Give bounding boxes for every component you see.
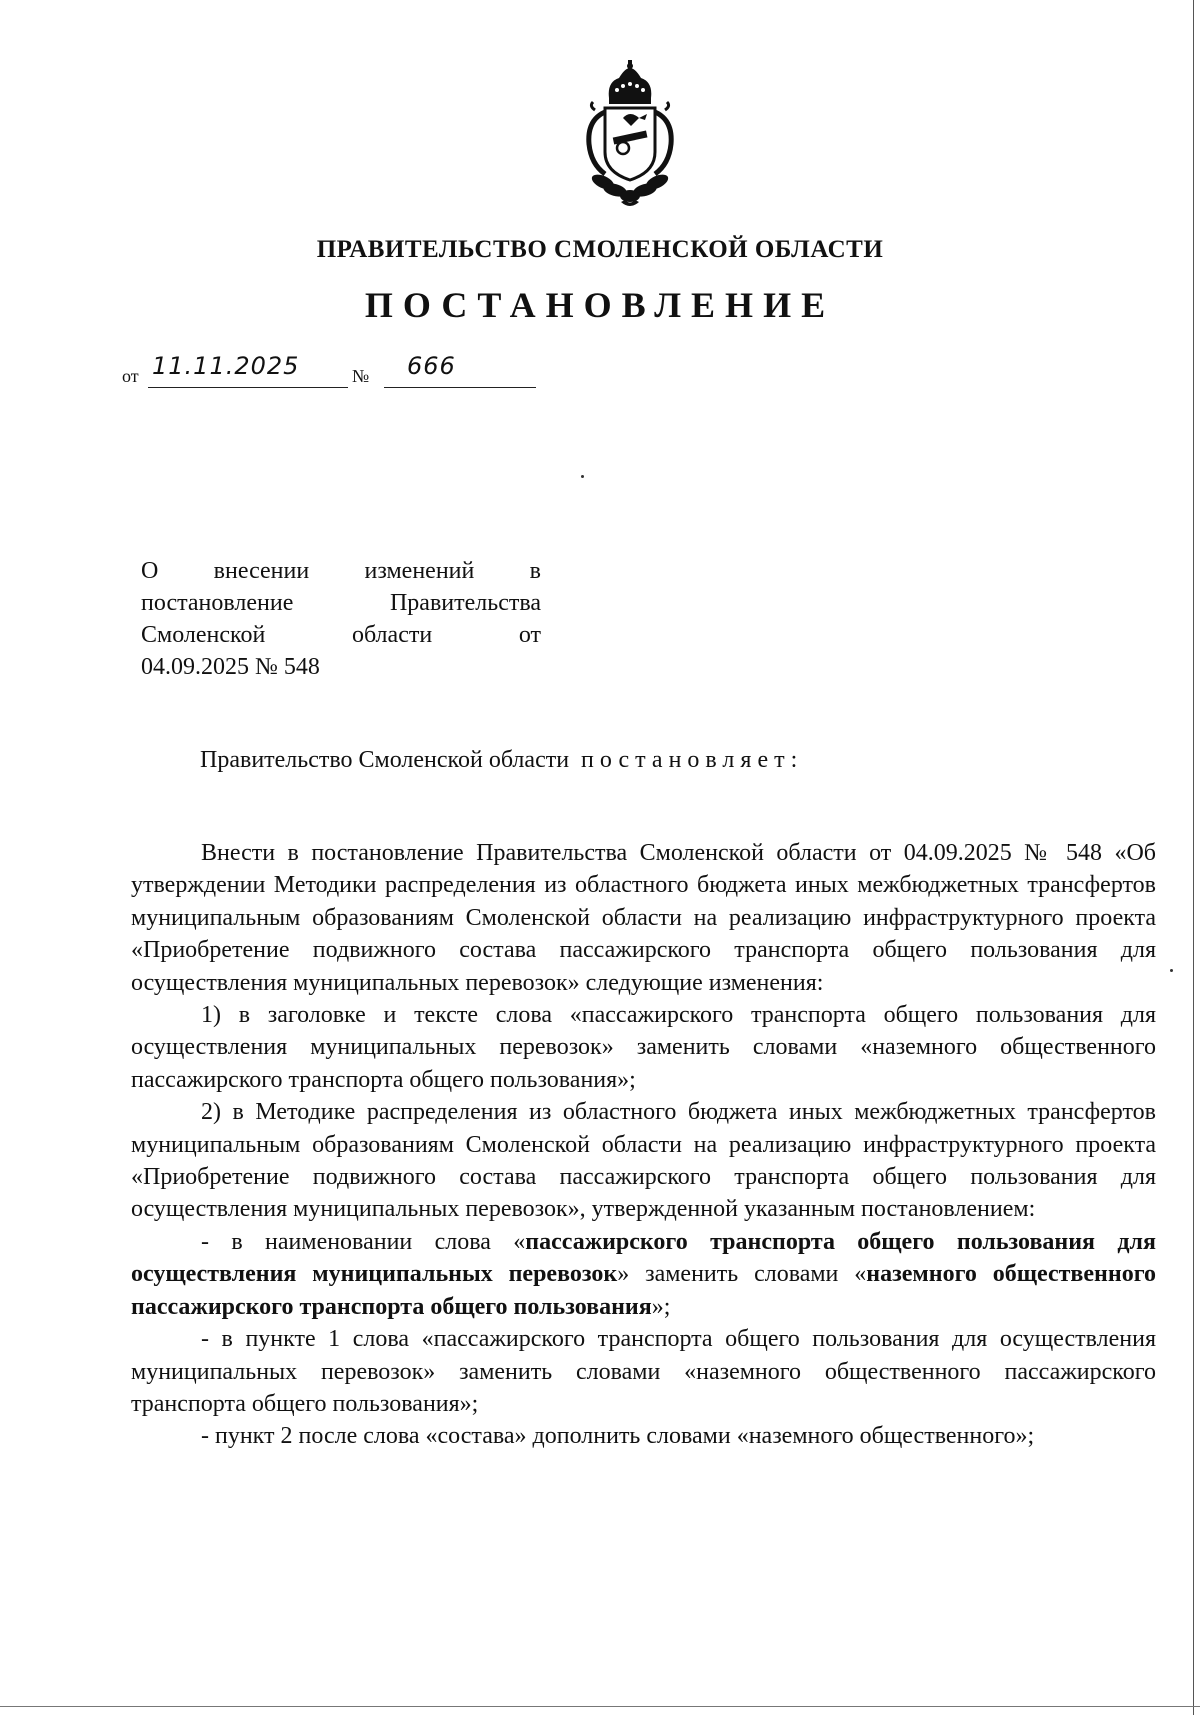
decree-verb: постановляет: xyxy=(581,747,804,773)
subitem-a-prefix: - в наименовании слова « xyxy=(201,1228,526,1255)
body-item-1: 1) в заголовке и тексте слова «пассажирского транспорта общего пользования для осуществления муниципальных перевозок» заменить словами «наземного общественного пассажирского транспорта общего пользования»; xyxy=(131,1002,1156,1093)
handwritten-date: 11.11.2025 xyxy=(152,352,300,380)
page-edge-bottom xyxy=(0,1706,1200,1707)
organization-name: ПРАВИТЕЛЬСТВО СМОЛЕНСКОЙ ОБЛАСТИ xyxy=(316,236,884,263)
subitem-a-bold-old: пассажирского транспорта общего пользования для осуществления муниципальных перевозок xyxy=(131,1228,1156,1288)
title-line: 04.09.2025 № 548 xyxy=(141,654,320,680)
title-line: О внесении изменений в xyxy=(141,558,541,584)
date-underline xyxy=(148,387,348,388)
document-title xyxy=(141,555,541,683)
body-subitem-b: - в пункте 1 слова «пассажирского транспорта общего пользования для осуществления муниципальных перевозок» заменить словами «наземного общественного пассажирского транспорта общего пользования»; xyxy=(131,1326,1156,1417)
number-underline xyxy=(384,387,536,388)
title-line: Смоленской области от xyxy=(141,622,541,648)
body-subitem-c: - пункт 2 после слова «состава» дополнить словами «наземного общественного»; xyxy=(201,1423,1035,1450)
document-type: ПОСТАНОВЛЕНИЕ xyxy=(364,285,836,325)
subitem-a-suffix: »; xyxy=(651,1293,671,1320)
document-body xyxy=(131,837,1156,1453)
scan-speck xyxy=(581,475,584,478)
handwritten-number: 666 xyxy=(407,352,456,380)
number-label: № xyxy=(352,366,370,386)
decree-subject: Правительство Смоленской области xyxy=(200,747,570,773)
scan-speck xyxy=(1170,969,1173,972)
body-subitem-a xyxy=(131,1226,1156,1323)
body-intro: Внести в постановление Правительства Смоленской области от 04.09.2025 № 548 «Об утверждении Методики распределения из областного бюджета иных межбюджетных трансфертов муниципальным образованиям Смоленской области на реализацию инфраструктурного проекта «Приобретение подвижного состава пассажирского транспорта общего пользования для осуществления муниципальных перевозок» следующие изменения: xyxy=(131,840,1156,996)
date-prefix-label: от xyxy=(122,366,139,386)
decree-formula xyxy=(200,747,803,774)
subitem-a-mid: » заменить словами « xyxy=(617,1261,867,1288)
title-line: постановление Правительства xyxy=(141,590,541,616)
body-item-2: 2) в Методике распределения из областного бюджета иных межбюджетных трансфертов муниципальным образованиям Смоленской области на реализацию инфраструктурного проекта «Приобретение подвижного состава пассажирского транспорта общего пользования для осуществления муниципальных перевозок», утвержденной указанным постановлением: xyxy=(131,1099,1156,1223)
coat-of-arms-emblem xyxy=(565,60,695,210)
subitem-a-bold-new: наземного общественного пассажирского транспорта общего пользования xyxy=(131,1261,1157,1320)
